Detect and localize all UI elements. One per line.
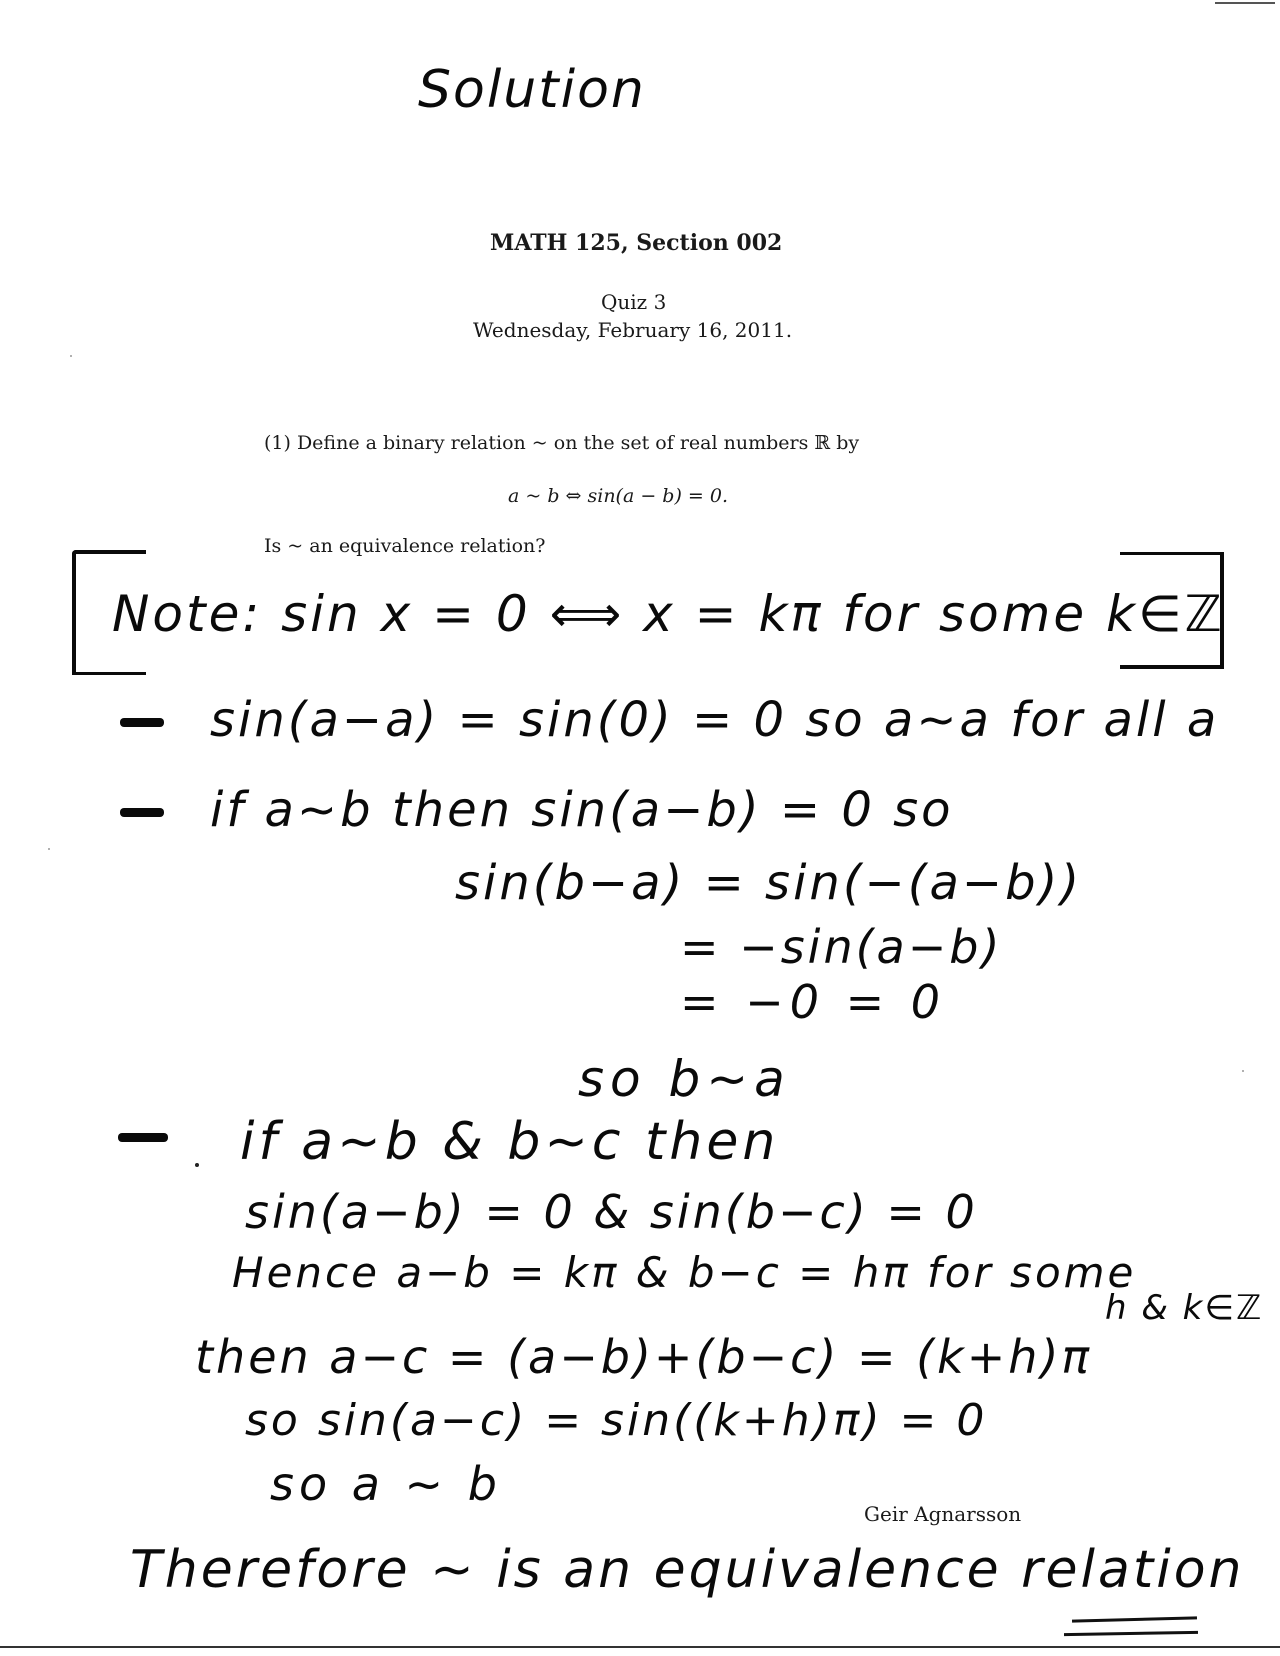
- scan-speck: [48, 848, 50, 850]
- problem-equation: a ~ b ⇔ sin(a − b) = 0.: [508, 485, 728, 507]
- symmetric-line-3: = −sin(a−b): [680, 920, 1003, 974]
- transitive-line-3: Hence a−b = kπ & b−c = hπ for some: [232, 1248, 1137, 1297]
- bullet-dash: [120, 718, 164, 727]
- note-line: Note: sin x = 0 ⟺ x = kπ for some k∈ℤ: [112, 585, 1225, 643]
- problem-statement: (1) Define a binary relation ~ on the set of real numbers ℝ by: [264, 432, 860, 454]
- page-bottom-edge: [0, 1646, 1280, 1648]
- bullet-dash: [120, 808, 164, 817]
- transitive-line-1: if a~b & b~c then: [240, 1112, 780, 1172]
- scan-speck: [195, 1163, 199, 1167]
- conclusion-underline-2: [1064, 1631, 1198, 1636]
- transitive-conclusion: so a ~ b: [270, 1457, 502, 1511]
- quiz-number: Quiz 3: [601, 290, 667, 314]
- transitive-line-3b: h & k∈ℤ: [1105, 1288, 1264, 1328]
- scan-speck: [1242, 1070, 1244, 1072]
- final-conclusion: Therefore ~ is an equivalence relation: [130, 1540, 1245, 1600]
- course-title: MATH 125, Section 002: [490, 230, 783, 256]
- scan-speck: [70, 355, 72, 357]
- author-name: Geir Agnarsson: [864, 1502, 1022, 1526]
- solution-title: Solution: [418, 60, 646, 120]
- reflexive-line: sin(a−a) = sin(0) = 0 so a~a for all a: [210, 692, 1220, 748]
- problem-question: Is ~ an equivalence relation?: [264, 535, 546, 557]
- symmetric-line-2: sin(b−a) = sin(−(a−b)): [455, 855, 1083, 911]
- transitive-line-2: sin(a−b) = 0 & sin(b−c) = 0: [245, 1185, 978, 1239]
- symmetric-conclusion: so b~a: [578, 1050, 791, 1108]
- conclusion-underline-1: [1072, 1616, 1197, 1622]
- symmetric-line-1: if a~b then sin(a−b) = 0 so: [210, 782, 954, 838]
- transitive-line-5: so sin(a−c) = sin((k+h)π) = 0: [245, 1395, 988, 1446]
- transitive-line-4: then a−c = (a−b)+(b−c) = (k+h)π: [195, 1330, 1093, 1384]
- quiz-date: Wednesday, February 16, 2011.: [473, 318, 793, 342]
- bullet-dash: [118, 1133, 168, 1142]
- scan-edge-mark: [1215, 2, 1275, 4]
- symmetric-line-4: = −0 = 0: [680, 975, 947, 1029]
